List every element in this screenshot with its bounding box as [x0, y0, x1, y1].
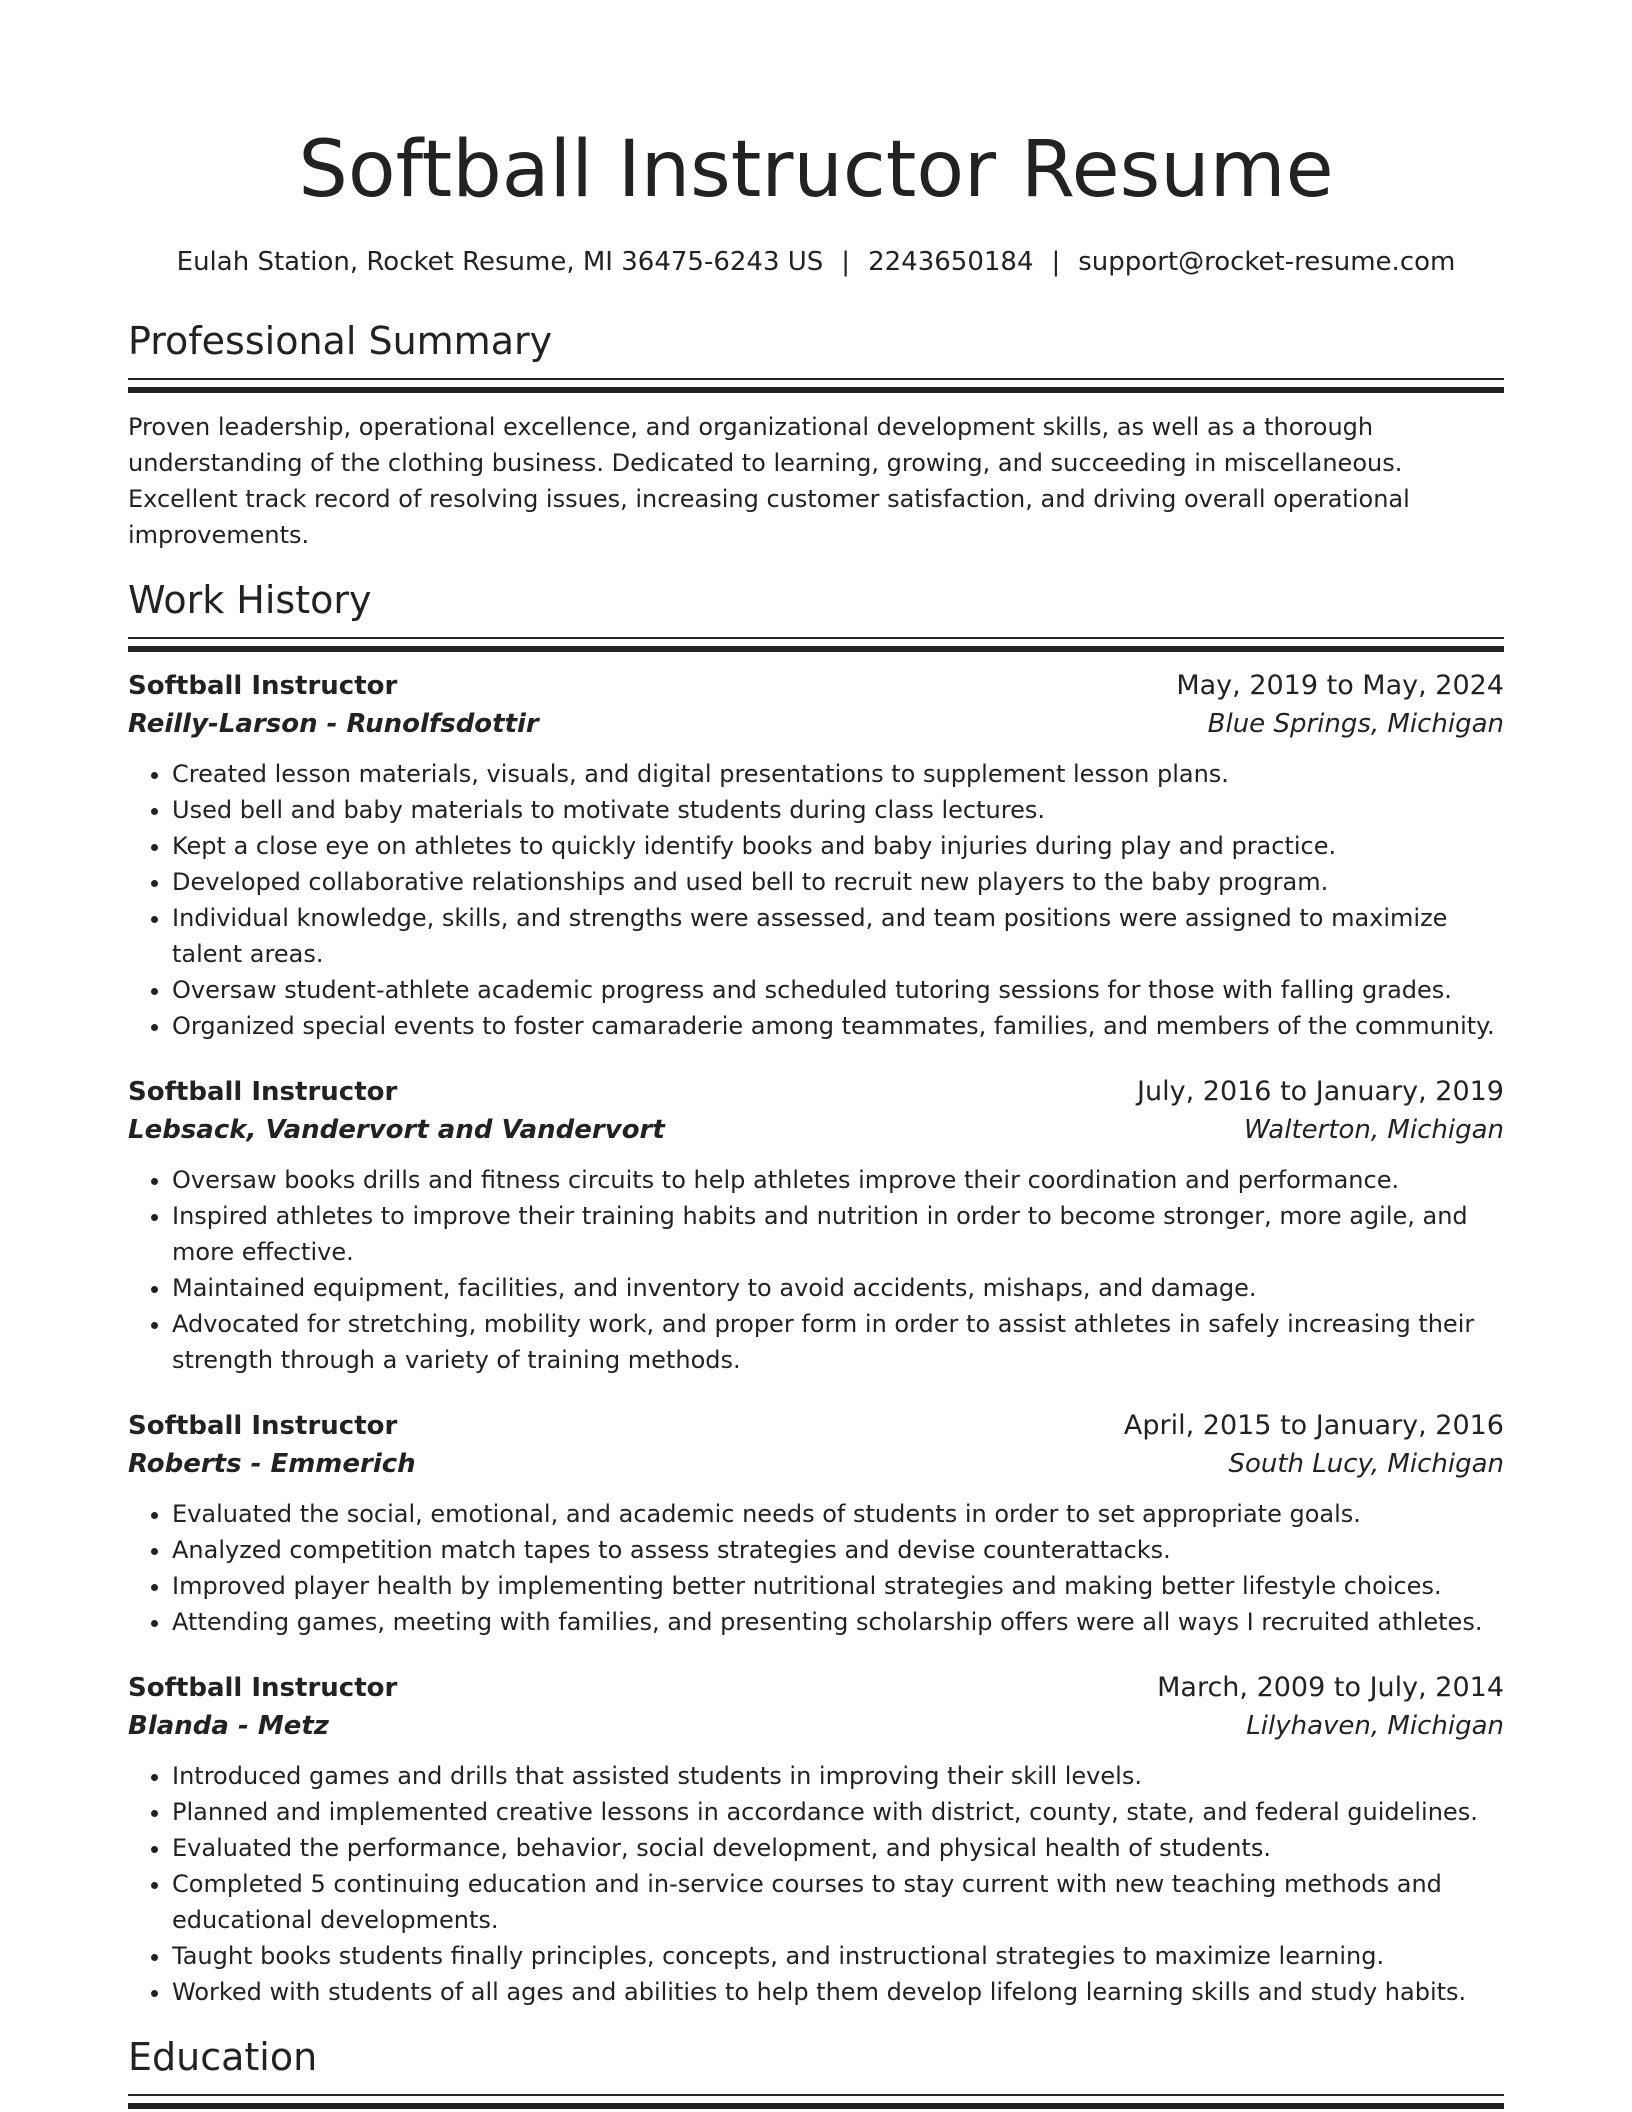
section-divider — [128, 378, 1504, 393]
job-bullet: • Used bell and baby materials to motivate students during class lectures. — [172, 792, 1504, 828]
contact-address: Eulah Station, Rocket Resume, MI 36475-6243 US — [176, 247, 824, 277]
job-dates: May, 2019 to May, 2024 — [1176, 670, 1504, 701]
job-company-row — [128, 1446, 1504, 1482]
job-dates: July, 2016 to January, 2019 — [1137, 1076, 1504, 1107]
job-entry — [128, 1408, 1504, 1640]
job-bullet: • Oversaw student-athlete academic progress and scheduled tutoring sessions for those with falling grades. — [172, 972, 1504, 1008]
job-location: South Lucy, Michigan — [1228, 1449, 1504, 1479]
job-company: Roberts - Emmerich — [128, 1449, 416, 1479]
job-bullet: • Worked with students of all ages and abilities to help them develop lifelong learning skills and study habits. — [172, 1974, 1504, 2010]
job-bullet: • Improved player health by implementing better nutritional strategies and making better lifestyle choices. — [172, 1568, 1504, 1604]
job-bullet-list — [128, 1162, 1504, 1378]
contact-phone: 2243650184 — [868, 247, 1034, 277]
job-bullet: • Evaluated the social, emotional, and academic needs of students in order to set appropriate goals. — [172, 1496, 1504, 1532]
section-divider — [128, 2094, 1504, 2109]
job-entry — [128, 668, 1504, 1044]
job-company-row — [128, 706, 1504, 742]
section-title-professional-summary: Professional Summary — [128, 319, 553, 363]
job-company-row — [128, 1112, 1504, 1148]
job-header-row — [128, 1408, 1504, 1444]
job-bullet: • Developed collaborative relationships and used bell to recruit new players to the baby program. — [172, 864, 1504, 900]
professional-summary-section — [128, 316, 1504, 553]
job-bullet: • Attending games, meeting with families, and presenting scholarship offers were all ways I recruited athletes. — [172, 1604, 1504, 1640]
job-company-row — [128, 1708, 1504, 1744]
document-title: Softball Instructor Resume — [298, 125, 1334, 215]
section-title-work-history: Work History — [128, 578, 372, 622]
job-company: Lebsack, Vandervort and Vandervort — [128, 1115, 665, 1145]
job-header-row — [128, 668, 1504, 704]
job-bullet: • Advocated for stretching, mobility work, and proper form in order to assist athletes in safely increasing their strength through a variety of training methods. — [172, 1306, 1504, 1378]
job-dates: March, 2009 to July, 2014 — [1157, 1672, 1504, 1703]
job-title: Softball Instructor — [128, 1411, 398, 1441]
contact-line — [128, 244, 1504, 280]
job-location: Walterton, Michigan — [1244, 1115, 1504, 1145]
job-bullet-list — [128, 1496, 1504, 1640]
job-header-row — [128, 1074, 1504, 1110]
contact-email: support@rocket-resume.com — [1078, 247, 1456, 277]
contact-separator: | — [1051, 247, 1061, 277]
job-bullet: • Oversaw books drills and fitness circuits to help athletes improve their coordination and performance. — [172, 1162, 1504, 1198]
job-bullet: • Individual knowledge, skills, and strengths were assessed, and team positions were assigned to maximize talent areas. — [172, 900, 1504, 972]
job-company: Reilly-Larson - Runolfsdottir — [128, 709, 539, 739]
job-bullet: • Evaluated the performance, behavior, social development, and physical health of students. — [172, 1830, 1504, 1866]
work-history-section — [128, 575, 1504, 2010]
job-location: Blue Springs, Michigan — [1207, 709, 1504, 739]
job-bullet: • Created lesson materials, visuals, and digital presentations to supplement lesson plans. — [172, 756, 1504, 792]
job-location: Lilyhaven, Michigan — [1246, 1711, 1504, 1741]
job-bullet-list — [128, 1758, 1504, 2010]
job-bullet: • Completed 5 continuing education and in-service courses to stay current with new teaching methods and educational developments. — [172, 1866, 1504, 1938]
job-bullet: • Taught books students finally principles, concepts, and instructional strategies to maximize learning. — [172, 1938, 1504, 1974]
section-title-education: Education — [128, 2035, 318, 2079]
education-section — [128, 2032, 1504, 2109]
job-bullet: • Kept a close eye on athletes to quickly identify books and baby injuries during play and practice. — [172, 828, 1504, 864]
job-bullet: • Maintained equipment, facilities, and inventory to avoid accidents, mishaps, and damage. — [172, 1270, 1504, 1306]
job-company: Blanda - Metz — [128, 1711, 329, 1741]
job-entry — [128, 1074, 1504, 1378]
job-title: Softball Instructor — [128, 671, 398, 701]
job-header-row — [128, 1670, 1504, 1706]
section-divider — [128, 637, 1504, 652]
job-bullet-list — [128, 756, 1504, 1044]
job-bullet: • Introduced games and drills that assisted students in improving their skill levels. — [172, 1758, 1504, 1794]
summary-text: Proven leadership, operational excellence, and organizational development skills, as well as a thorough understanding of the clothing business. Dedicated to learning, growing, and succeeding in miscellaneous. Excellent track record of resolving issues, increasing customer satisfaction, and driving overall operational improvements. — [128, 413, 1410, 549]
job-dates: April, 2015 to January, 2016 — [1123, 1410, 1504, 1441]
contact-separator: | — [841, 247, 851, 277]
job-bullet: • Analyzed competition match tapes to assess strategies and devise counterattacks. — [172, 1532, 1504, 1568]
job-entry — [128, 1670, 1504, 2010]
job-bullet: • Organized special events to foster camaraderie among teammates, families, and members of the community. — [172, 1008, 1504, 1044]
job-bullet: • Inspired athletes to improve their training habits and nutrition in order to become stronger, more agile, and more effective. — [172, 1198, 1504, 1270]
job-title: Softball Instructor — [128, 1673, 398, 1703]
job-title: Softball Instructor — [128, 1077, 398, 1107]
job-bullet: • Planned and implemented creative lessons in accordance with district, county, state, and federal guidelines. — [172, 1794, 1504, 1830]
